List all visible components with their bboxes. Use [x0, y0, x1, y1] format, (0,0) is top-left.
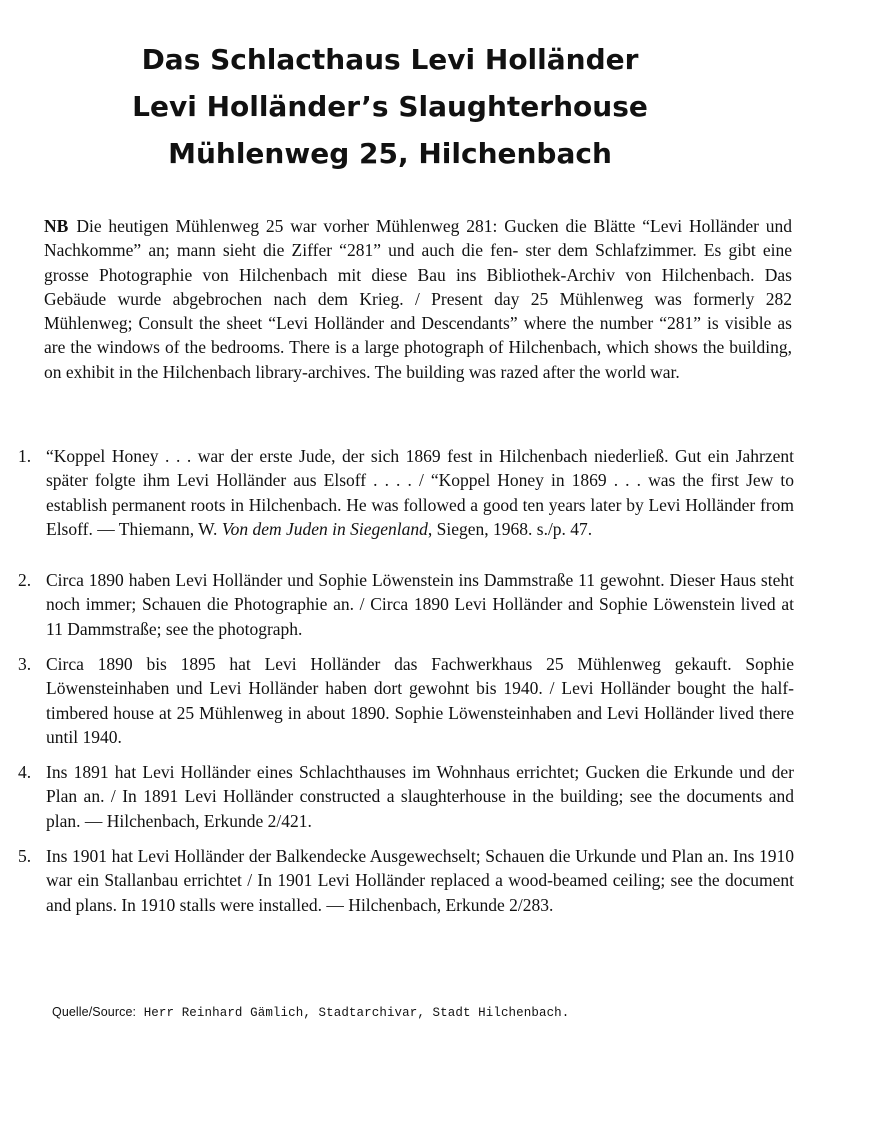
list-item-text: Circa 1890 haben Levi Holländer und Sophie Löwenstein ins Dammstraße 11 gewohnt. Dieser Haus steht noch immer; Schauen die Photographie an. / Circa 1890 Levi Holländer and Sophie Löwenstein lived at 11 Dammstraße; see the photograph. — [46, 570, 794, 639]
source-label: Quelle/Source: — [52, 1005, 137, 1019]
list-item-text: Ins 1891 hat Levi Holländer eines Schlachthauses im Wohnhaus errichtet; Gucken die Erkunde und der Plan an. / In 1891 Levi Holländer constructed a slaughterhouse in the building; see the documents and plan. — Hilchenbach, Erkunde 2/421. — [46, 762, 794, 831]
list-item-text: Ins 1901 hat Levi Holländer der Balkendecke Ausgewechselt; Schauen die Urkunde und Plan an. Ins 1910 war ein Stallanbau errichtet / In 1901 Levi Holländer replaced a wood-beamed ceiling; see the document and plans. In 1910 stalls were installed. — Hilchenbach, Erkunde 2/283. — [46, 846, 794, 915]
nb-paragraph — [44, 214, 792, 384]
title-german: Das Schlacthaus Levi Holländer — [141, 43, 639, 76]
title-address: Mühlenweg 25, Hilchenbach — [168, 137, 612, 170]
list-item-number: 2. — [18, 570, 32, 590]
list-item-text-before: “Koppel Honey . . . war der erste Jude, der sich 1869 fest in Hilchenbach niederließ. Gut ein Jahrzent später folgte ihm Levi Holländer aus Elsoff . . . . / “Koppel Honey in 1869 . . . was the first Jew to establish permanent roots in Hilchenbach. He was followed a good ten years later by Levi Holländer from Elsoff. — Thiemann, W. — [46, 446, 794, 539]
nb-text: Die heutigen Mühlenweg 25 war vorher Mühlenweg 281: Gucken die Blätte “Levi Holländer und Nachkomme” an; mann sieht die Ziffer “281” und auch die fen- ster dem Schlafzimmer. Es gibt eine grosse Photographie von Hilchenbach mit diese Bau ins Bibliothek-Archiv von Hilchenbach. Das Gebäude wurde abgebrochen nach dem Krieg. / Present day 25 Mühlenweg was formerly 282 Mühlenweg; Consult the sheet “Levi Holländer and Descendants” where the number “281” is visible as are the windows of the bedrooms. There is a large photograph of Hilchenbach, which shows the building, on exhibit in the Hilchenbach library-archives. The building was razed after the world war. — [44, 216, 792, 382]
list-item-number: 4. — [18, 762, 32, 782]
book-title: Von dem Juden in Siegenland — [221, 518, 428, 539]
source-text: Herr Reinhard Gämlich, Stadtarchivar, Stadt Hilchenbach. — [143, 1006, 570, 1020]
list-item-text-after: , Siegen, 1968. s./p. 47. — [427, 518, 593, 539]
list-item-number: 5. — [18, 846, 32, 866]
title-block — [0, 36, 780, 177]
list-item-text — [46, 444, 794, 541]
list-item-number: 3. — [18, 654, 32, 674]
title-english: Levi Holländer’s Slaughterhouse — [132, 90, 648, 123]
source-citation — [52, 1004, 569, 1021]
nb-label: NB — [44, 216, 69, 236]
list-item-number: 1. — [18, 446, 32, 466]
list-item-text: Circa 1890 bis 1895 hat Levi Holländer das Fachwerkhaus 25 Mühlenweg gekauft. Sophie Löwensteinhaben und Levi Holländer haben dort gewohnt bis 1940. / Levi Holländer bought the half-timbered house at 25 Mühlenweg in about 1890. Sophie Löwensteinhaben and Levi Holländer lived there until 1940. — [46, 654, 794, 747]
